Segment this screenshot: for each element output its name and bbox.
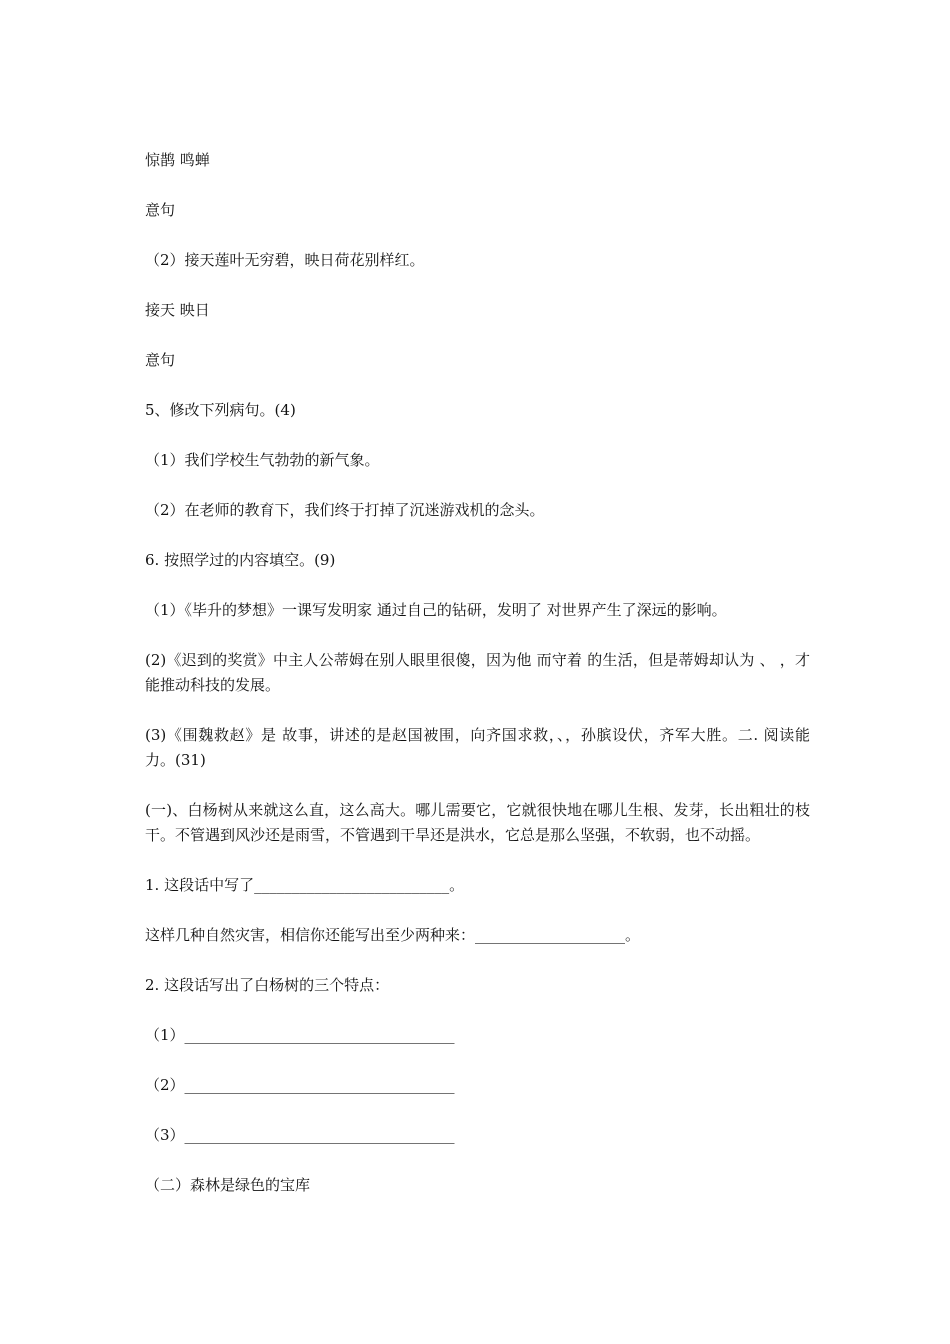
- question-5-item-2: （2）在老师的教育下，我们终于打掉了沉迷游戏机的念头。: [145, 501, 545, 519]
- text-line-meaning-1: 意句: [145, 201, 176, 219]
- question-6-heading: 6. 按照学过的内容填空。(9): [145, 551, 336, 569]
- text-line-meaning-2: 意句: [145, 351, 176, 369]
- text-line-words-2: 接天 映日: [145, 301, 210, 319]
- question-6-item-3: (3)《围魏救赵》是 故事，讲述的是赵国被围，向齐国求救，、，孙膑设伏，齐军大胜。二. 阅读能力。(31): [145, 726, 810, 769]
- document-body: [145, 148, 810, 1223]
- reading-question-2: 2. 这段话写出了白杨树的三个特点：: [145, 976, 390, 994]
- poem-line-2: （2）接天莲叶无穷碧，映日荷花别样红。: [145, 251, 425, 269]
- text-line-words-1: 惊鹊 鸣蝉: [145, 151, 210, 169]
- question-5-item-1: （1）我们学校生气勃勃的新气象。: [145, 451, 380, 469]
- question-5-heading: 5、修改下列病句。(4): [145, 401, 296, 419]
- answer-blank-1: （1）____________________________________: [145, 1026, 455, 1044]
- question-6-item-2: (2)《迟到的奖赏》中主人公蒂姆在别人眼里很傻，因为他 而守着 的生活，但是蒂姆却认为 、 ，才能推动科技的发展。: [145, 651, 810, 694]
- answer-blank-2: （2）____________________________________: [145, 1076, 455, 1094]
- reading-passage-1: (一)、白杨树从来就这么直，这么高大。哪儿需要它，它就很快地在哪儿生根、发芽，长出粗壮的枝干。不管遇到风沙还是雨雪，不管遇到干旱还是洪水，它总是那么坚强，不软弱，也不动摇。: [145, 801, 810, 844]
- answer-blank-3: （3）____________________________________: [145, 1126, 455, 1144]
- question-6-item-1: （1）《毕升的梦想》一课写发明家 通过自己的钻研，发明了 对世界产生了深远的影响。: [145, 601, 727, 619]
- section-2-heading: （二）森林是绿色的宝库: [145, 1176, 311, 1194]
- reading-question-1-followup: 这样几种自然灾害，相信你还能写出至少两种来：____________________。: [145, 926, 641, 944]
- reading-question-1: 1. 这段话中写了__________________________。: [145, 876, 465, 894]
